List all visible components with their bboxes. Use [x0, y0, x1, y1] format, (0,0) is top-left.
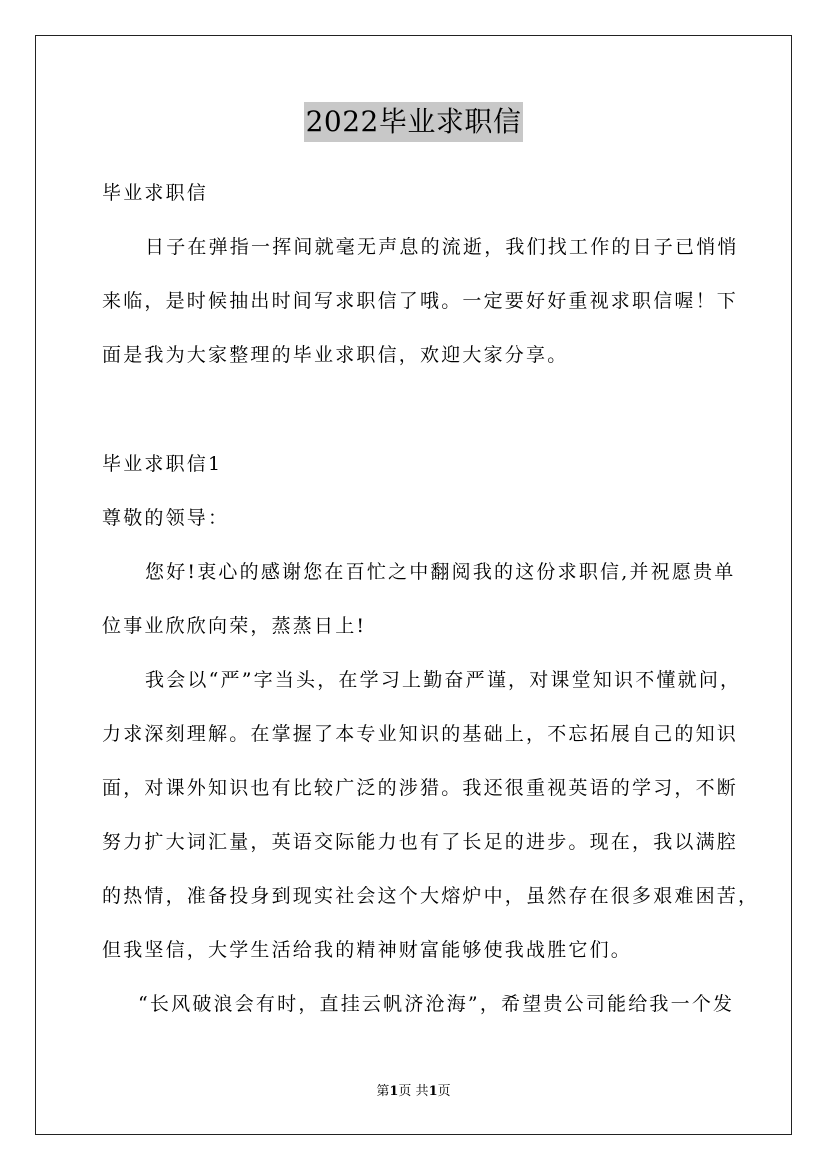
para1-line-1: 您好!衷心的感谢您在百忙之中翻阅我的这份求职信,并祝愿贵单	[145, 561, 736, 583]
para2-line-3: 面，对课外知识也有比较广泛的涉猎。我还很重视英语的学习，不断	[102, 777, 739, 799]
intro-line-1: 日子在弹指一挥间就毫无声息的流逝，我们找工作的日子已悄悄	[145, 236, 739, 258]
para2-line-4: 努力扩大词汇量，英语交际能力也有了长足的进步。现在，我以满腔	[102, 831, 739, 853]
para1-line-2: 位事业欣欣向荣，蒸蒸日上!	[102, 615, 367, 637]
intro-line-3: 面是我为大家整理的毕业求职信，欢迎大家分享。	[102, 344, 569, 366]
footer-suffix: 页	[437, 1084, 451, 1099]
letter-title: 毕业求职信1	[102, 453, 223, 475]
footer-prefix: 第	[376, 1084, 390, 1099]
footer-page-number: 1	[389, 1084, 399, 1099]
section-heading: 毕业求职信	[102, 182, 209, 204]
para2-line-1: 我会以“严”字当头，在学习上勤奋严谨，对课堂知识不懂就问，	[145, 669, 742, 691]
page-footer	[0, 1083, 827, 1101]
footer-total-pages: 1	[428, 1084, 438, 1099]
para2-line-5: 的热情，准备投身到现实社会这个大熔炉中，虽然存在很多艰难困苦，	[102, 885, 760, 907]
document-title: 2022毕业求职信	[304, 102, 524, 142]
para2-line-6: 但我坚信，大学生活给我的精神财富能够使我战胜它们。	[102, 939, 633, 961]
footer-middle: 页 共	[398, 1084, 429, 1099]
para3-line-1: “长风破浪会有时，直挂云帆济沧海”，希望贵公司能给我一个发	[138, 993, 735, 1015]
title-container	[0, 102, 827, 142]
para2-line-2: 力求深刻理解。在掌握了本专业知识的基础上，不忘拓展自己的知识	[102, 723, 739, 745]
salutation: 尊敬的领导：	[102, 507, 230, 529]
intro-line-2: 来临，是时候抽出时间写求职信了哦。一定要好好重视求职信喔！下	[102, 290, 739, 312]
